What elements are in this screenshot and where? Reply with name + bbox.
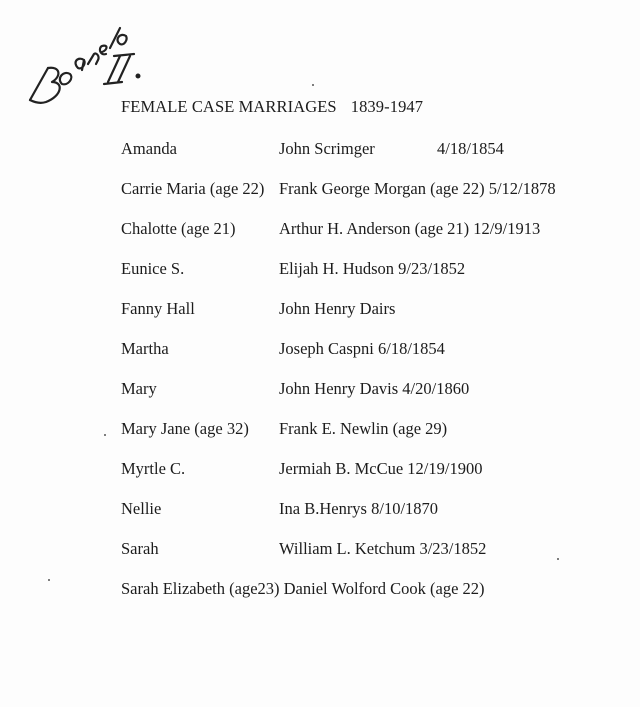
title-years: 1839-1947 [350,97,424,116]
bride-name: Eunice S. [121,259,185,278]
list-item [121,219,621,259]
list-item [121,419,621,459]
bride-name: Myrtle C. [121,459,186,478]
groom-name: John Scrimger [279,139,375,158]
bride-name: Sarah [121,539,159,558]
list-item [121,539,621,579]
list-item [121,299,621,339]
bride-name: Mary Jane (age 32) [121,419,249,438]
list-item [121,379,621,419]
list-item [121,579,621,619]
groom-name: Joseph Caspni 6/18/1854 [279,339,445,358]
list-item [121,139,621,179]
list-item [121,179,621,219]
groom-name: John Henry Dairs [279,299,396,318]
bride-name: Amanda [121,139,177,158]
list-item [121,259,621,299]
groom-name: Frank George Morgan (age 22) 5/12/1878 [279,179,556,198]
list-item [121,339,621,379]
groom-name: Jermiah B. McCue 12/19/1900 [279,459,483,478]
paper-speck [557,558,559,560]
bride-name: Sarah Elizabeth (age23) Daniel Wolford Cook (age 22) [121,579,485,598]
paper-speck [312,84,314,86]
groom-name: Arthur H. Anderson (age 21) 12/9/1913 [279,219,541,238]
bride-name: Nellie [121,499,162,518]
list-item [121,499,621,539]
bride-name: Martha [121,339,169,358]
groom-name: Frank E. Newlin (age 29) [279,419,448,438]
bride-name: Fanny Hall [121,299,195,318]
document-title [121,97,423,117]
list-item [121,459,621,499]
groom-name: John Henry Davis 4/20/1860 [279,379,470,398]
title-text: FEMALE CASE MARRIAGES [121,97,337,116]
paper-speck [48,579,50,581]
bride-name: Mary [121,379,157,398]
bride-name: Chalotte (age 21) [121,219,236,238]
groom-name: Ina B.Henrys 8/10/1870 [279,499,439,518]
paper-speck [104,434,106,436]
marriage-list [121,139,621,619]
groom-name: Elijah H. Hudson 9/23/1852 [279,259,466,278]
bride-name: Carrie Maria (age 22) [121,179,265,198]
marriage-date: 4/18/1854 [437,139,504,158]
groom-name: William L. Ketchum 3/23/1852 [279,539,487,558]
